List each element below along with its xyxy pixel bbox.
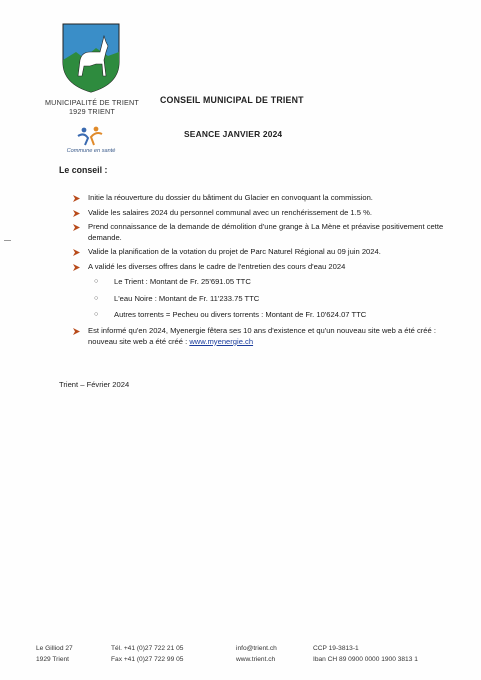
footer-tel: Tél. +41 (0)27 722 21 05 <box>111 645 184 652</box>
document-subtitle: SEANCE JANVIER 2024 <box>184 129 283 139</box>
footer-address-line2: 1929 Trient <box>36 656 69 663</box>
arrow-bullet-icon <box>72 263 81 272</box>
chamois-crest-icon <box>60 22 122 94</box>
sub-list-item-text: L'eau Noire : Montant de Fr. 11'233.75 TTC <box>114 293 260 303</box>
footer-website[interactable]: www.trient.ch <box>236 656 276 663</box>
sub-list-item <box>94 310 452 320</box>
footer-email[interactable]: info@trient.ch <box>236 645 277 652</box>
footer-fax: Fax +41 (0)27 722 99 05 <box>111 656 184 663</box>
list-item-text: Valide la planification de la votation du projet de Parc Naturel Régional au 09 juin 2024. <box>88 247 381 257</box>
place-date-signature: Trient – Février 2024 <box>59 380 130 389</box>
circle-bullet-icon: ○ <box>94 294 99 302</box>
list-item-text: Prend connaissance de la demande de démolition d'une grange à La Mène et préavise positivement cette demande. <box>88 222 444 242</box>
arrow-bullet-icon <box>72 194 81 203</box>
list-item-text: Initie la réouverture du dossier du bâtiment du Glacier en convoquant la commission. <box>88 193 373 202</box>
conseil-heading: Le conseil : <box>59 165 108 175</box>
list-item <box>72 247 452 257</box>
list-item <box>72 262 452 272</box>
footer-bank <box>313 643 418 665</box>
myenergie-link[interactable]: www.myenergie.ch <box>189 336 254 346</box>
arrow-bullet-icon <box>72 327 81 336</box>
arrow-bullet-icon <box>72 209 81 218</box>
municipality-name <box>40 98 144 116</box>
decision-list <box>72 193 452 351</box>
municipality-label: MUNICIPALITÉ DE TRIENT <box>45 98 139 107</box>
arrow-bullet-icon <box>72 248 81 257</box>
sante-label: Commune en santé <box>66 148 116 154</box>
list-item-text: Est informé qu'en 2024, Myenergie fêtera ses 10 ans d'existence et qu'un nouveau site web a été créé : nouveau site web a été créé : <box>88 326 436 346</box>
list-item <box>72 208 452 218</box>
footer-address <box>36 643 73 665</box>
footer-ccp: CCP 19-3813-1 <box>313 645 359 652</box>
municipality-year: 1929 TRIENT <box>68 107 115 116</box>
sub-list-item <box>94 277 452 287</box>
subitem-list <box>94 277 452 320</box>
list-item-text: A validé les diverses offres dans le cadre de l'entretien des cours d'eau 2024 <box>88 261 346 271</box>
commune-en-sante-icon <box>76 126 104 146</box>
footer-contact <box>236 643 277 665</box>
footer-iban: Iban CH 89 0900 0000 1900 3813 1 <box>313 656 418 663</box>
document-title: CONSEIL MUNICIPAL DE TRIENT <box>160 95 304 105</box>
margin-mark <box>4 240 11 241</box>
arrow-bullet-icon <box>72 223 81 232</box>
list-item <box>72 193 452 203</box>
circle-bullet-icon: ○ <box>94 311 99 318</box>
list-item <box>72 326 452 347</box>
list-item-text: Valide les salaires 2024 du personnel communal avec un renchérissement de 1.5 %. <box>88 207 372 217</box>
sub-list-item-text: Autres torrents = Pecheu ou divers torrents : Montant de Fr. 10'624.07 TTC <box>114 310 367 319</box>
footer-address-line1: Le Gilliod 27 <box>36 645 73 652</box>
list-item <box>72 222 452 243</box>
sub-list-item-text: Le Trient : Montant de Fr. 25'691.05 TTC <box>114 277 251 287</box>
circle-bullet-icon: ○ <box>94 278 99 286</box>
footer-phone <box>111 643 183 665</box>
sub-list-item <box>94 294 452 304</box>
